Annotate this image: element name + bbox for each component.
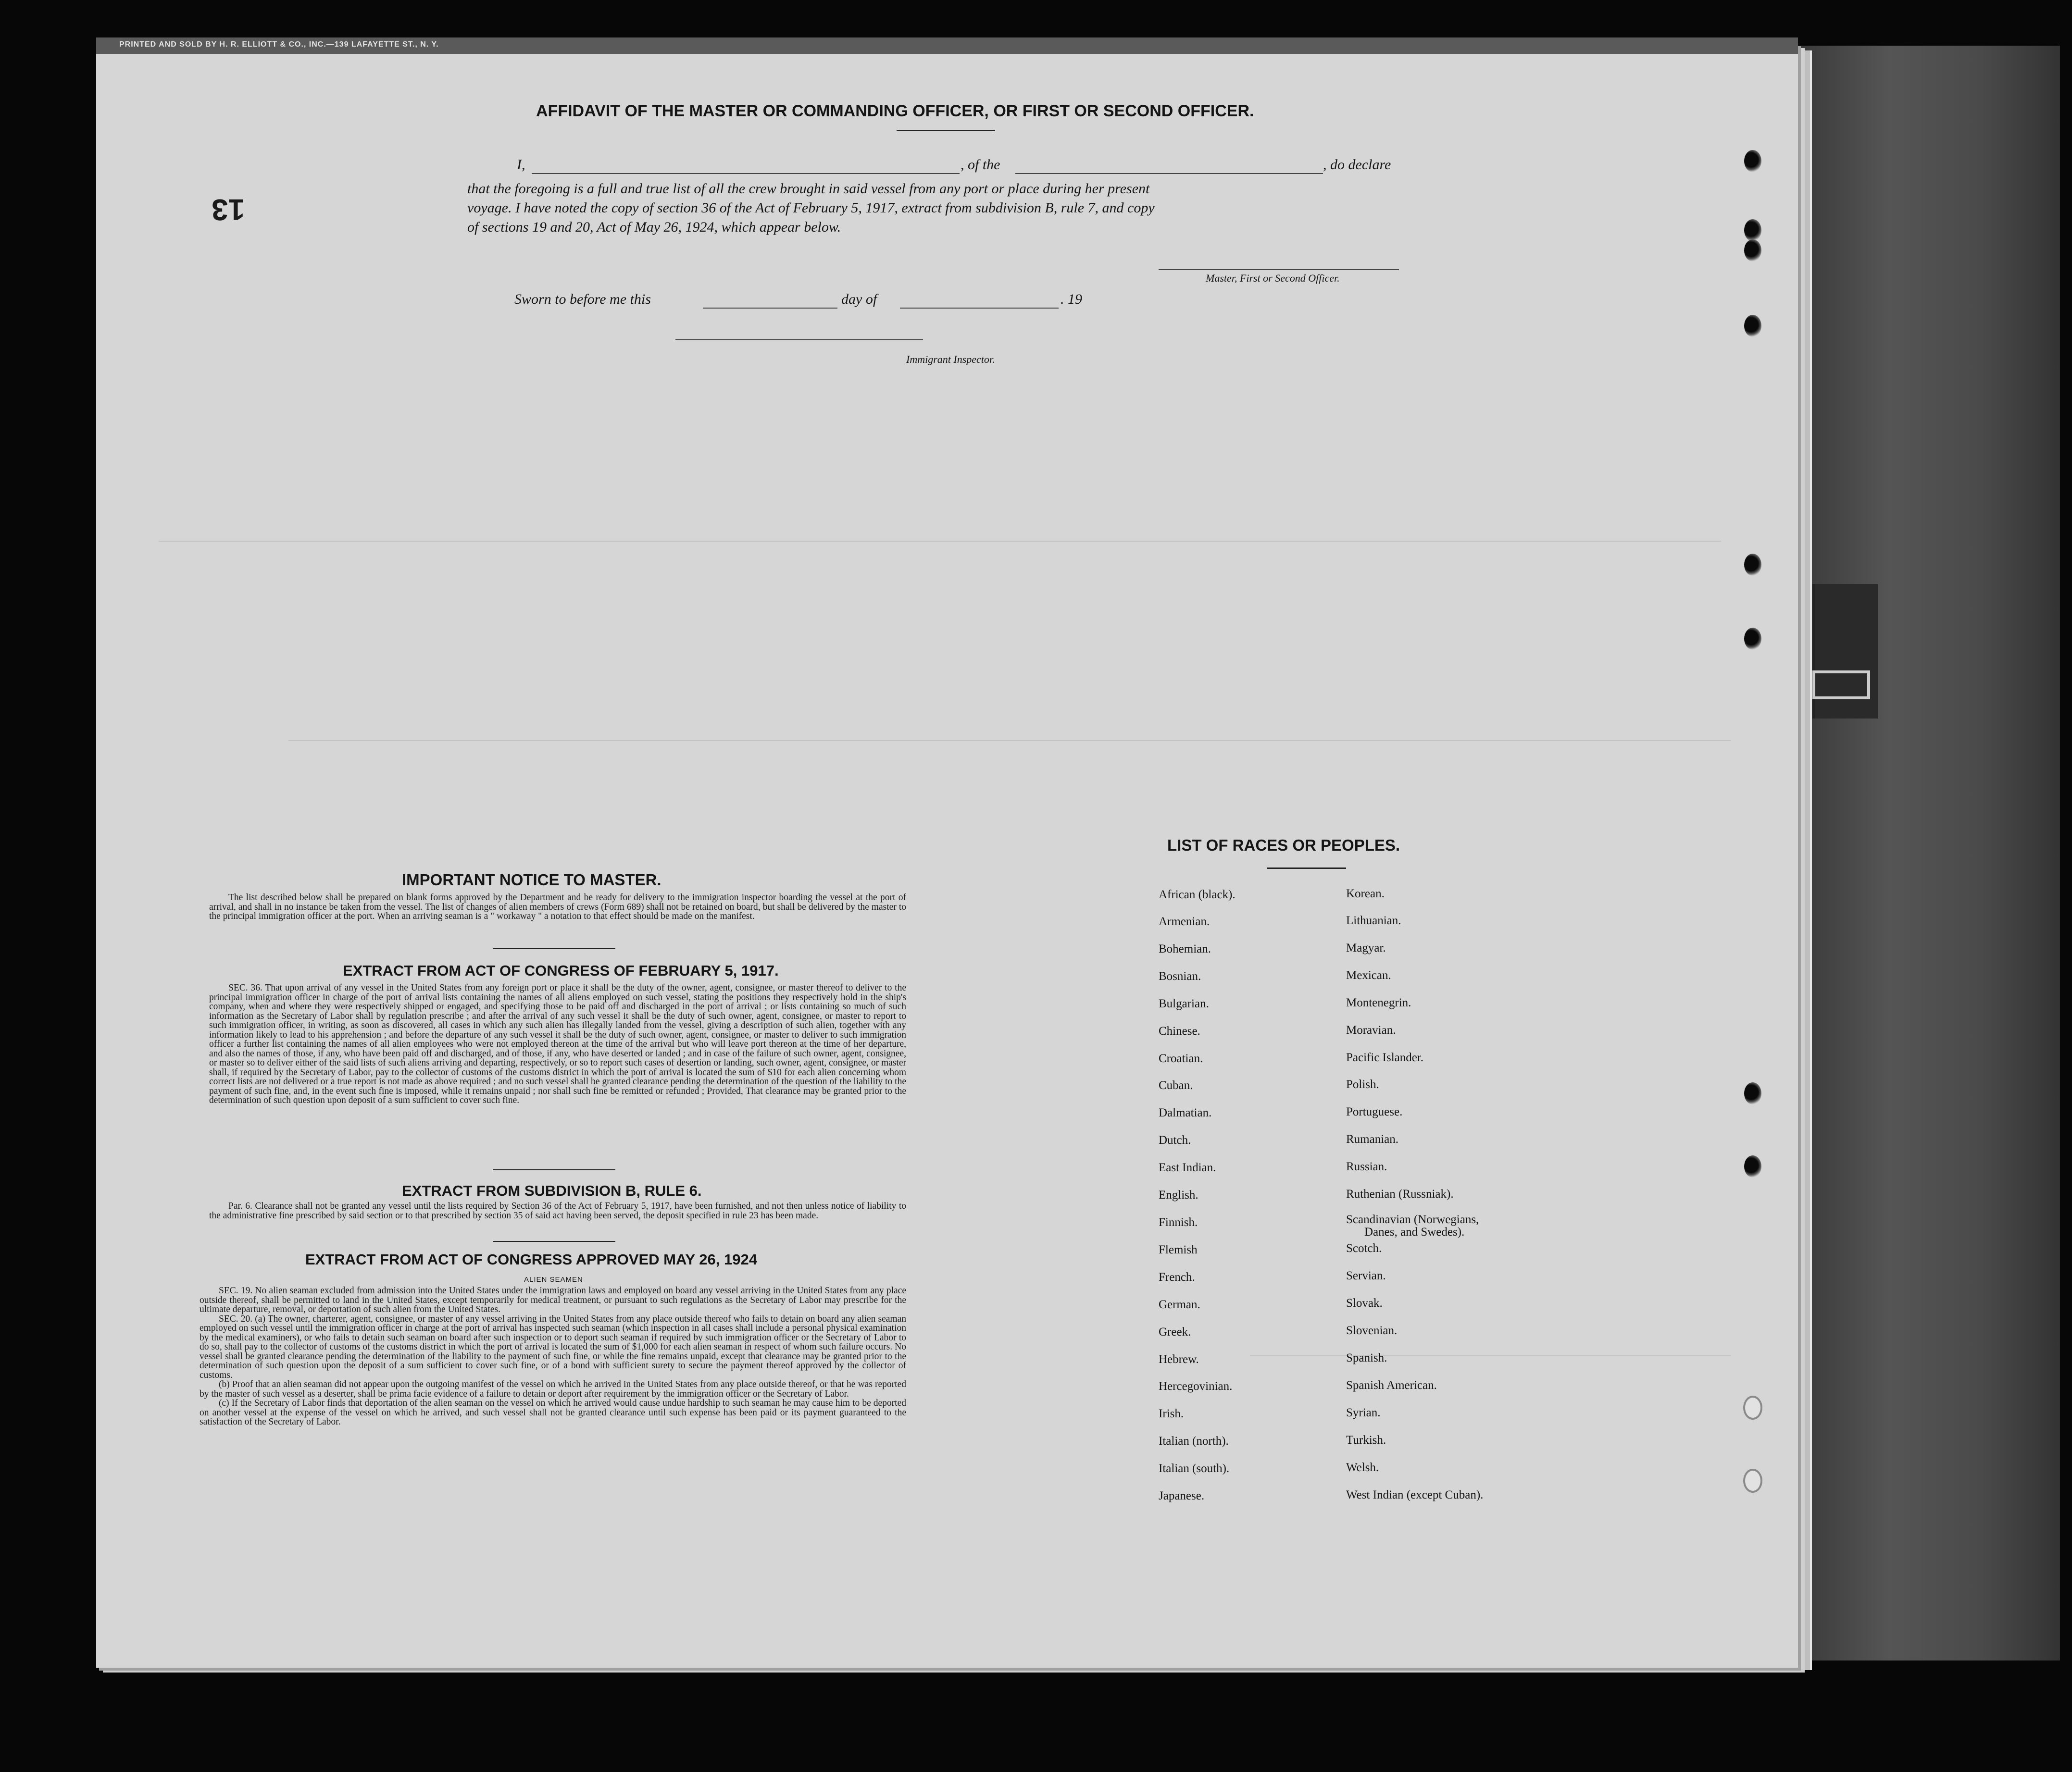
race-item: Bulgarian. — [1159, 997, 1209, 1010]
affidavit-line-3: voyage. I have noted the copy of section 36 of the Act of February 5, 1917, extract from subdivision B, rule 7, and copy — [467, 200, 1155, 216]
race-item: Russian. — [1346, 1160, 1387, 1173]
binder-hole — [1744, 219, 1761, 241]
race-item: Bohemian. — [1159, 942, 1211, 955]
binder-hole — [1744, 628, 1761, 650]
race-item: Greek. — [1159, 1326, 1191, 1338]
officer-name-blank — [532, 173, 960, 174]
race-item: Magyar. — [1346, 942, 1386, 954]
race-item: Syrian. — [1346, 1406, 1381, 1419]
extract-1924-title: EXTRACT FROM ACT OF CONGRESS APPROVED MAY 26, 1924 — [305, 1251, 757, 1268]
race-item: East Indian. — [1159, 1161, 1216, 1174]
inspector-label: Immigrant Inspector. — [906, 353, 995, 365]
binder-hole — [1744, 239, 1761, 261]
extract-1917-title: EXTRACT FROM ACT OF CONGRESS OF FEBRUARY 5, 1917. — [343, 962, 779, 979]
section-rule — [493, 1241, 615, 1242]
race-item: Slovak. — [1346, 1297, 1383, 1310]
notice-body — [209, 893, 906, 921]
sec-20a-paragraph: SEC. 20. (a) The owner, charterer, agent, consignee, or master of any vessel arriving in the United States from any place outside thereof who fails to detain on board any alien seaman employed on such vessel until the immigration officer in charge at the port of arrival has inspected such seaman (which inspection in all cases shall include a personal physical examination by the medical examiners), or who fails to detain such seaman on board after such inspection or to deport such seaman if required by such immigration officer or the Secretary of Labor to do so, shall pay to the collector of customs of the customs district in which the port of arrival is located the sum of $1,000 for each alien seaman in respect of whom such failure occurs. No vessel shall be granted clearance pending the determination of the liability to the payment of such fine, or while the fine remains unpaid, except that clearance may be granted prior to the determination of such question upon the deposit of a sum sufficient to cover such fine, or of a bond with sufficient surety to secure the payment thereof approved by the collector of customs. — [200, 1314, 906, 1380]
inspector-signature-blank — [675, 339, 923, 340]
notice-title: IMPORTANT NOTICE TO MASTER. — [402, 871, 662, 889]
race-item: Italian (north). — [1159, 1435, 1229, 1448]
race-item: Mexican. — [1346, 969, 1391, 982]
affidavit-line-4: of sections 19 and 20, Act of May 26, 1924, which appear below. — [467, 219, 841, 235]
race-item: Korean. — [1346, 887, 1385, 900]
race-item: Cuban. — [1159, 1079, 1193, 1092]
race-item: Flemish — [1159, 1243, 1198, 1256]
race-item: German. — [1159, 1298, 1200, 1311]
binder-tab-frame — [1812, 670, 1870, 699]
page-number: 13 — [212, 193, 245, 226]
extract-1917-body — [209, 983, 906, 1105]
binder-hole — [1743, 1396, 1762, 1420]
binder-hole — [1744, 1082, 1761, 1104]
race-item: Polish. — [1346, 1078, 1379, 1091]
extract-rule6-body — [209, 1202, 906, 1220]
sworn-text-end: . 19 — [1061, 291, 1082, 307]
race-item: Japanese. — [1159, 1489, 1205, 1502]
sec-19-paragraph: SEC. 19. No alien seaman excluded from admission into the United States under the immigration laws and employed on board any vessel arriving in the United States from any place outside thereof, shall be permitted to land in the United States, except temporarily for medical treatment, or pursuant to such regulations as the Secretary of Labor may prescribe for the ultimate departure, removal, or deportation of such alien from the United States. — [200, 1286, 906, 1314]
race-item: Scandinavian (Norwegians, — [1346, 1213, 1479, 1226]
section-rule — [493, 1169, 615, 1170]
race-item: Moravian. — [1346, 1024, 1396, 1037]
race-item: Chinese. — [1159, 1025, 1200, 1038]
race-item: West Indian (except Cuban). — [1346, 1488, 1484, 1501]
race-item: Finnish. — [1159, 1216, 1198, 1229]
signature-label: Master, First or Second Officer. — [1206, 272, 1340, 284]
races-title: LIST OF RACES OR PEOPLES. — [1167, 836, 1400, 854]
race-item: Pacific Islander. — [1346, 1051, 1424, 1064]
race-item: Welsh. — [1346, 1461, 1379, 1474]
race-item: Montenegrin. — [1346, 996, 1411, 1009]
sworn-text-mid: day of — [841, 291, 877, 307]
race-item: Dutch. — [1159, 1134, 1191, 1147]
notice-paragraph: The list described below shall be prepared on blank forms approved by the Department and be ready for delivery to the immigration inspector boarding the vessel at the port of arrival, and shall in no instance be taken from the vessel. The list of changes of alien members of crews (Form 689) shall not be retained on board, but shall be delivered by the master to the principal immigration officer at the port. When an arriving seaman is a " workaway " a notation to that effect should be made on the manifest. — [209, 892, 906, 921]
race-item: Croatian. — [1159, 1052, 1203, 1065]
race-item: African (black). — [1159, 888, 1236, 901]
race-item: Rumanian. — [1346, 1133, 1399, 1146]
race-item: Ruthenian (Russniak). — [1346, 1188, 1454, 1201]
race-item: Slovenian. — [1346, 1324, 1398, 1337]
race-item: English. — [1159, 1189, 1198, 1202]
bleed-through-line — [1250, 1355, 1731, 1356]
binder-hole — [1743, 1469, 1762, 1493]
binder-hole — [1744, 554, 1761, 576]
race-item: Spanish. — [1346, 1351, 1387, 1364]
race-item: Hebrew. — [1159, 1353, 1199, 1366]
printer-imprint: PRINTED AND SOLD BY H. R. ELLIOTT & CO., INC.—139 LAFAYETTE ST., N. Y. — [119, 40, 439, 49]
race-item: French. — [1159, 1271, 1195, 1284]
race-item: Irish. — [1159, 1407, 1184, 1420]
binder-hole — [1744, 150, 1761, 172]
race-item: Armenian. — [1159, 915, 1210, 928]
binder-backing — [1798, 46, 2060, 1660]
sec-36-paragraph: SEC. 36. That upon arrival of any vessel in the United States from any foreign port or place it shall be the duty of the owner, agent, consignee, or master thereof to deliver to the principal immigration officer in charge of the port of arrival lists containing the names of all aliens employed on such vessel, stating the positions they respectively hold in the ship's company, when and where they were respectively shipped or engaged, and specifying those to be paid off and discharged in the port of arrival ; or lists containing so much of such information as the Secretary of Labor shall by regulation prescribe ; and after the arrival of any such vessel it shall be the duty of such owner, agent, consignee, or master to report to such immigration officer, in writing, as soon as discovered, all cases in which any such alien has illegally landed from the vessel, giving a description of such alien, together with any information likely to lead to his apprehension ; and before the departure of any such vessel it shall be the duty of such owner, agent, consignee, or master to deliver to such immigration officer a further list containing the names of all alien employees who were not employed thereon at the time of the arrival but who will leave port thereon at the time of her departure, and also the names of those, if any, who have been paid off and discharged, and of those, if any, who have deserted or landed ; and in case of the failure of such owner, agent, consignee, or master so to deliver either of the said lists of such aliens arriving and departing, respectively, or so to report such cases of desertion or landing, such owner, agent, consignee, or master shall, if required by the Secretary of Labor, pay to the collector of customs of the customs district in which the port of arrival is located the sum of $10 for each alien concerning whom correct lists are not delivered or a true report is not made as above required ; and no such vessel shall be granted clearance pending the determination of the question of the liability to the payment of such fine, and, in the event such fine is imposed, while it remains unpaid ; nor shall such fine be remitted or refunded ; Provided, That clearance may be granted prior to the determination of such question upon deposit of a sum sufficient to cover such fine. — [209, 983, 906, 1105]
sworn-day-blank — [703, 308, 837, 309]
sec-20c-paragraph: (c) If the Secretary of Labor finds that deportation of the alien seaman on the vessel on which he arrived would cause undue hardship to such seaman he may cause him to be deported on another vessel at the expense of the vessel on which he arrived, and such vessel shall not be granted clearance until such expense has been paid or its payment guaranteed to the satisfaction of the Secretary of Labor. — [200, 1398, 906, 1427]
affidavit-line-1-start: I, — [517, 157, 525, 173]
section-rule — [493, 948, 615, 949]
race-item: Dalmatian. — [1159, 1106, 1212, 1119]
race-item: Portuguese. — [1346, 1105, 1403, 1118]
race-item: Italian (south). — [1159, 1462, 1230, 1475]
extract-rule6-title: EXTRACT FROM SUBDIVISION B, RULE 6. — [402, 1182, 702, 1199]
sworn-month-blank — [900, 308, 1059, 309]
affidavit-line-1-end: , do declare — [1323, 157, 1391, 173]
par-6-paragraph: Par. 6. Clearance shall not be granted any vessel until the lists required by Section 36 of the Act of February 5, 1917, have been furnished, and not then unless notice of liability to the administrative fine prescribed by said section or to that prescribed by section 35 of said act having been served, the deposit specified in rule 23 has been made. — [209, 1201, 906, 1221]
affidavit-line-2: that the foregoing is a full and true list of all the crew brought in said vessel from any port or place during her present — [467, 181, 1150, 197]
race-item: Lithuanian. — [1346, 914, 1401, 927]
race-item: Scotch. — [1346, 1242, 1382, 1255]
race-item-continued: Danes, and Swedes). — [1364, 1226, 1465, 1239]
race-item: Turkish. — [1346, 1434, 1386, 1447]
race-item: Spanish American. — [1346, 1379, 1437, 1392]
binder-hole — [1744, 1155, 1761, 1177]
race-item: Hercegovinian. — [1159, 1380, 1233, 1393]
extract-1924-body — [200, 1286, 906, 1427]
race-item: Bosnian. — [1159, 970, 1201, 983]
bleed-through-line — [159, 541, 1721, 542]
sworn-text-start: Sworn to before me this — [514, 291, 651, 307]
sec-20b-paragraph: (b) Proof that an alien seaman did not appear upon the outgoing manifest of the vessel on which he arrived in the United States from any place outside thereof, or that he was reported by the master of such vessel as a deserter, shall be prima facie evidence of a failure to detain or deport after requirement by the immigration officer or the Secretary of Labor. — [200, 1379, 906, 1399]
affidavit-title: AFFIDAVIT OF THE MASTER OR COMMANDING OFFICER, OR FIRST OR SECOND OFFICER. — [536, 102, 1254, 120]
signature-blank — [1159, 269, 1399, 270]
vessel-name-blank — [1015, 173, 1323, 174]
alien-seamen-label: ALIEN SEAMEN — [524, 1276, 583, 1284]
binder-hole — [1744, 315, 1761, 337]
bleed-through-line — [288, 740, 1731, 741]
races-title-rule — [1267, 867, 1346, 869]
affidavit-line-1-mid: , of the — [961, 157, 1000, 173]
title-rule — [897, 130, 995, 131]
race-item: Servian. — [1346, 1269, 1386, 1282]
